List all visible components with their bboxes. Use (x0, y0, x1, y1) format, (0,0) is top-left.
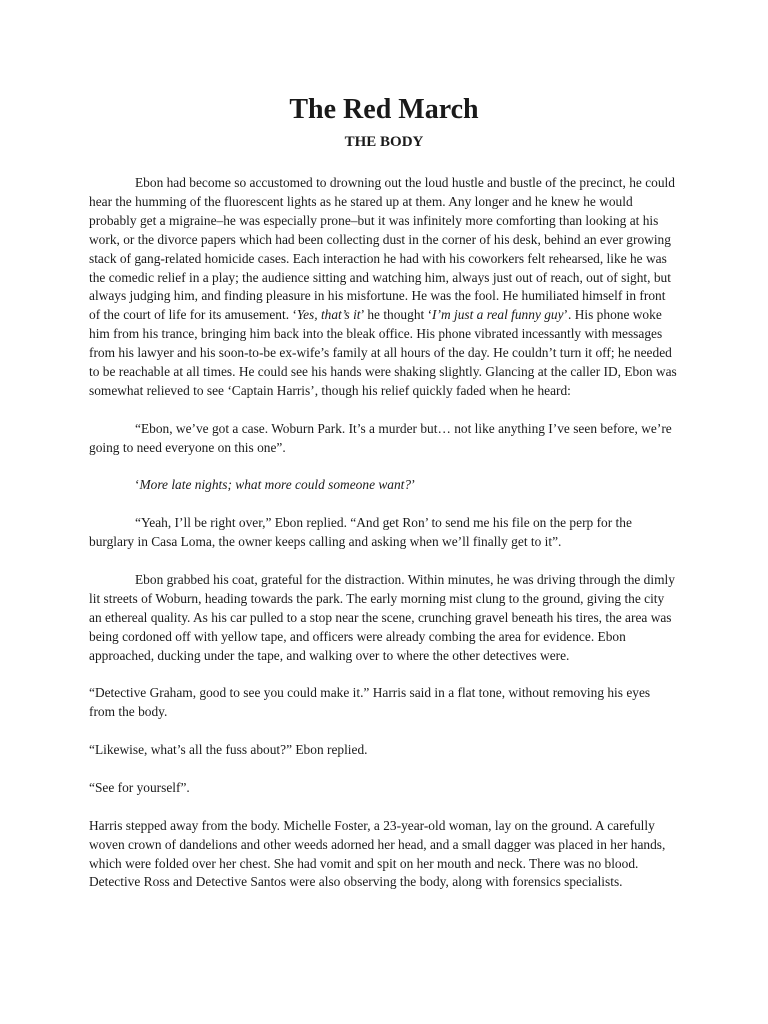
paragraph-text: “Detective Graham, good to see you could make it.” Harris said in a flat tone, without removing his eyes from the body. (89, 685, 651, 720)
paragraph (89, 514, 679, 552)
paragraph-text: ’. His phone woke him from his trance, bringing him back into the bleak office. His phone vibrated incessantly with messages from his lawyer and his soon-to-be ex-wife’s family at all hours of the day. He couldn’t turn it off; he needed to be reachable at all times. He could see his hands were shaking slightly. Glancing at the caller ID, Ebon was somewhat relieved to see ‘Captain Harris’, though his relief quickly faded when he heard: (89, 307, 677, 398)
paragraph-text: “See for yourself”. (89, 779, 190, 795)
italic-text: More late nights; what more could someone want? (139, 477, 412, 493)
paragraph (89, 779, 679, 798)
paragraph (89, 174, 679, 401)
italic-text: Yes, that’s it (296, 307, 361, 323)
paragraph (89, 817, 679, 893)
paragraph-text: ’ (411, 477, 416, 493)
paragraph (89, 684, 679, 722)
paragraph-text: “Yeah, I’ll be right over,” Ebon replied. “And get Ron’ to send me his file on the perp for the burglary in Casa Loma, the owner keeps calling and asking when we’ll finally get to it”. (89, 515, 632, 550)
document-page (89, 92, 679, 911)
paragraph-text: ’ he thought ‘ (360, 307, 433, 323)
paragraph-text: “Likewise, what’s all the fuss about?” Ebon replied. (89, 742, 368, 758)
paragraph-text: “Ebon, we’ve got a case. Woburn Park. It’s a murder but… not like anything I’ve seen before, we’re going to need everyone on this one”. (89, 420, 672, 455)
paragraph-text: ‘ (135, 477, 140, 493)
paragraph-text: Harris stepped away from the body. Michelle Foster, a 23-year-old woman, lay on the ground. A carefully woven crown of dandelions and other weeds adorned her head, and a small dagger was placed in her hands, which were folded over her chest. She had vomit and spit on her mouth and neck. There was no blood. Detective Ross and Detective Santos were also observing the body, along with forensics specialists. (89, 817, 666, 890)
italic-text: I’m just a real funny guy (432, 307, 564, 323)
document-title: The Red March (289, 94, 479, 125)
paragraph (89, 571, 679, 666)
paragraph (89, 741, 679, 760)
story-body (89, 174, 679, 892)
paragraph (89, 420, 679, 458)
chapter-heading: THE BODY (344, 134, 424, 150)
paragraph-text: Ebon had become so accustomed to drowning out the loud hustle and bustle of the precinct, he could hear the humming of the fluorescent lights as he stared up at them. Any longer and he knew he would probably get a migraine–he was especially prone–but it was infinitely more comforting than looking at his work, or the divorce papers which had been collecting dust in the corner of his desk, behind an ever growing stack of gang-related homicide cases. Each interaction he had with his coworkers felt rehearsed, like he was the comedic relief in a play; the audience sitting and watching him, always just out of reach, out of sight, but always judging him, and finding pleasure in his misfortune. He was the fool. He humiliated himself in front of the court of life for its amusement. ‘ (89, 175, 675, 323)
paragraph (89, 476, 679, 495)
paragraph-text: Ebon grabbed his coat, grateful for the distraction. Within minutes, he was driving through the dimly lit streets of Woburn, heading towards the park. The early morning mist clung to the ground, giving the city an ethereal quality. As his car pulled to a stop near the scene, crunching gravel beneath his tires, the area was being cordoned off with yellow tape, and officers were already combing the area for evidence. Ebon approached, ducking under the tape, and walking over to where the other detectives were. (89, 571, 675, 663)
